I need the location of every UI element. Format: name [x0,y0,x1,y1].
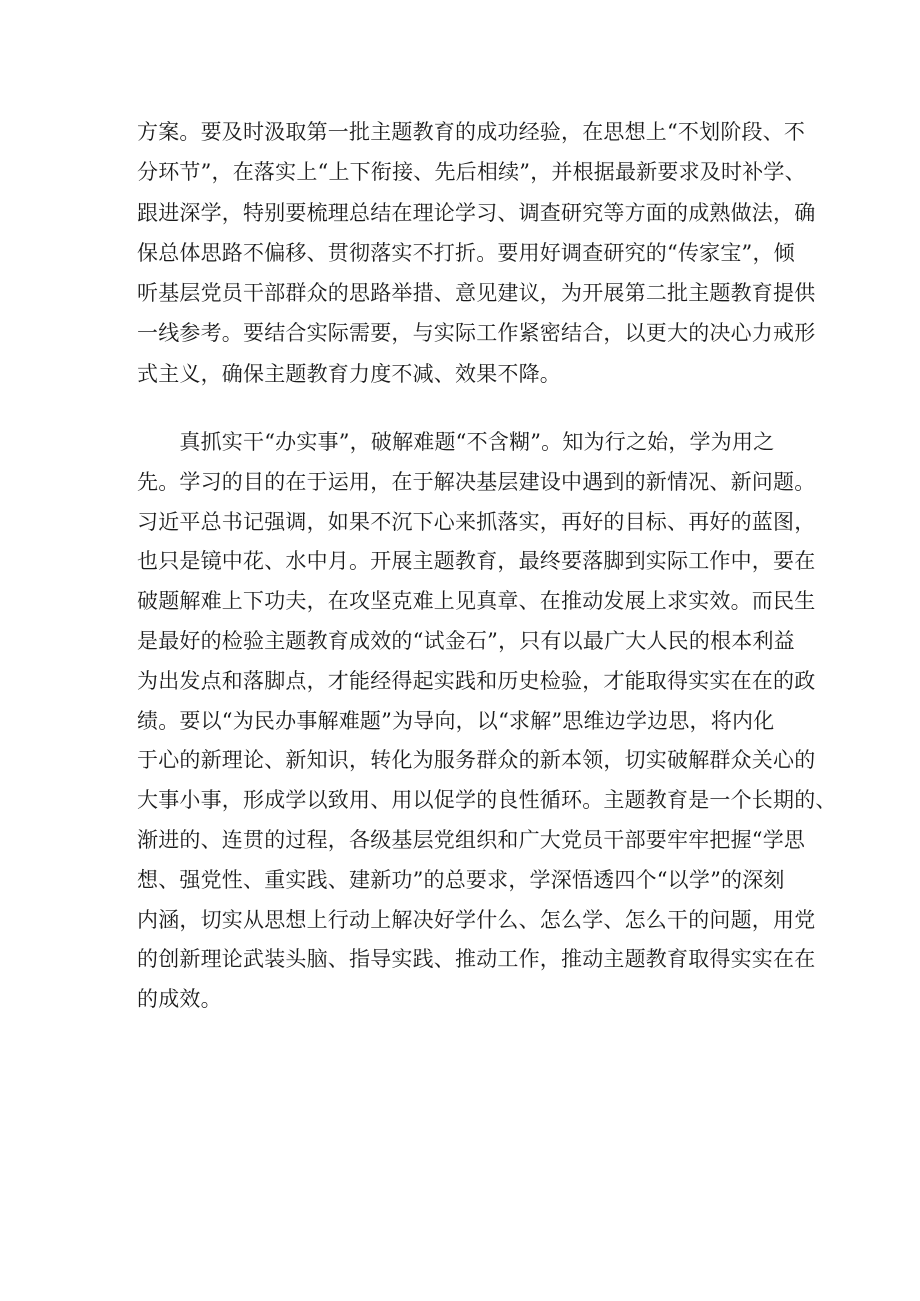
text-line: 的成效。 [137,987,222,1012]
text-line: 一线参考。要结合实际需要，与实际工作紧密结合，以更大的决心力戒形 [137,321,816,346]
text-line: 习近平总书记强调，如果不沉下心来抓落实，再好的目标、再好的蓝图， [137,509,816,534]
text-line: 破题解难上下功夫，在攻坚克难上见真章、在推动发展上求实效。而民生 [137,589,816,614]
text-line: 听基层党员干部群众的思路举措、意见建议，为开展第二批主题教育提供 [137,281,816,306]
text-line: 大事小事，形成学以致用、用以促学的良性循环。主题教育是一个长期的、 [137,788,837,813]
paragraph-continuation [137,118,816,400]
text-line: 的创新理论武装头脑、指导实践、推动工作，推动主题教育取得实实在在 [137,947,816,972]
text-line: 想、强党性、重实践、建新功”的总要求，学深悟透四个“以学”的深刻 [137,867,785,892]
paragraph-practical-work [137,428,837,1025]
text-line: 分环节”，在落实上“上下衔接、先后相续”，并根据最新要求及时补学、 [137,160,806,185]
text-line: 为出发点和落脚点，才能经得起实践和历史检验，才能取得实实在在的政 [137,668,816,693]
text-line: 绩。要以“为民办事解难题”为导向，以“求解”思维边学边思，将内化 [137,708,775,733]
text-line: 保总体思路不偏移、贯彻落实不打折。要用好调查研究的“传家宝”，倾 [137,240,795,265]
text-line: 真抓实干“办实事”，破解难题“不含糊”。知为行之始，学为用之 [137,430,775,454]
text-line: 先。学习的目的在于运用，在于解决基层建设中遇到的新情况、新问题。 [137,469,816,494]
text-line: 也只是镜中花、水中月。开展主题教育，最终要落脚到实际工作中，要在 [137,549,816,574]
text-line: 方案。要及时汲取第一批主题教育的成功经验，在思想上“不划阶段、不 [137,120,806,144]
text-line: 是最好的检验主题教育成效的“试金石”，只有以最广大人民的根本利益 [137,628,795,653]
text-line: 于心的新理论、新知识，转化为服务群众的新本领，切实破解群众关心的 [137,748,816,773]
text-line: 跟进深学，特别要梳理总结在理论学习、调查研究等方面的成熟做法，确 [137,200,816,225]
text-line: 式主义，确保主题教育力度不减、效果不降。 [137,361,561,386]
text-line: 渐进的、连贯的过程，各级基层党组织和广大党员干部要牢牢把握“学思 [137,827,806,852]
text-line: 内涵，切实从思想上行动上解决好学什么、怎么学、怎么干的问题，用党 [137,907,816,932]
